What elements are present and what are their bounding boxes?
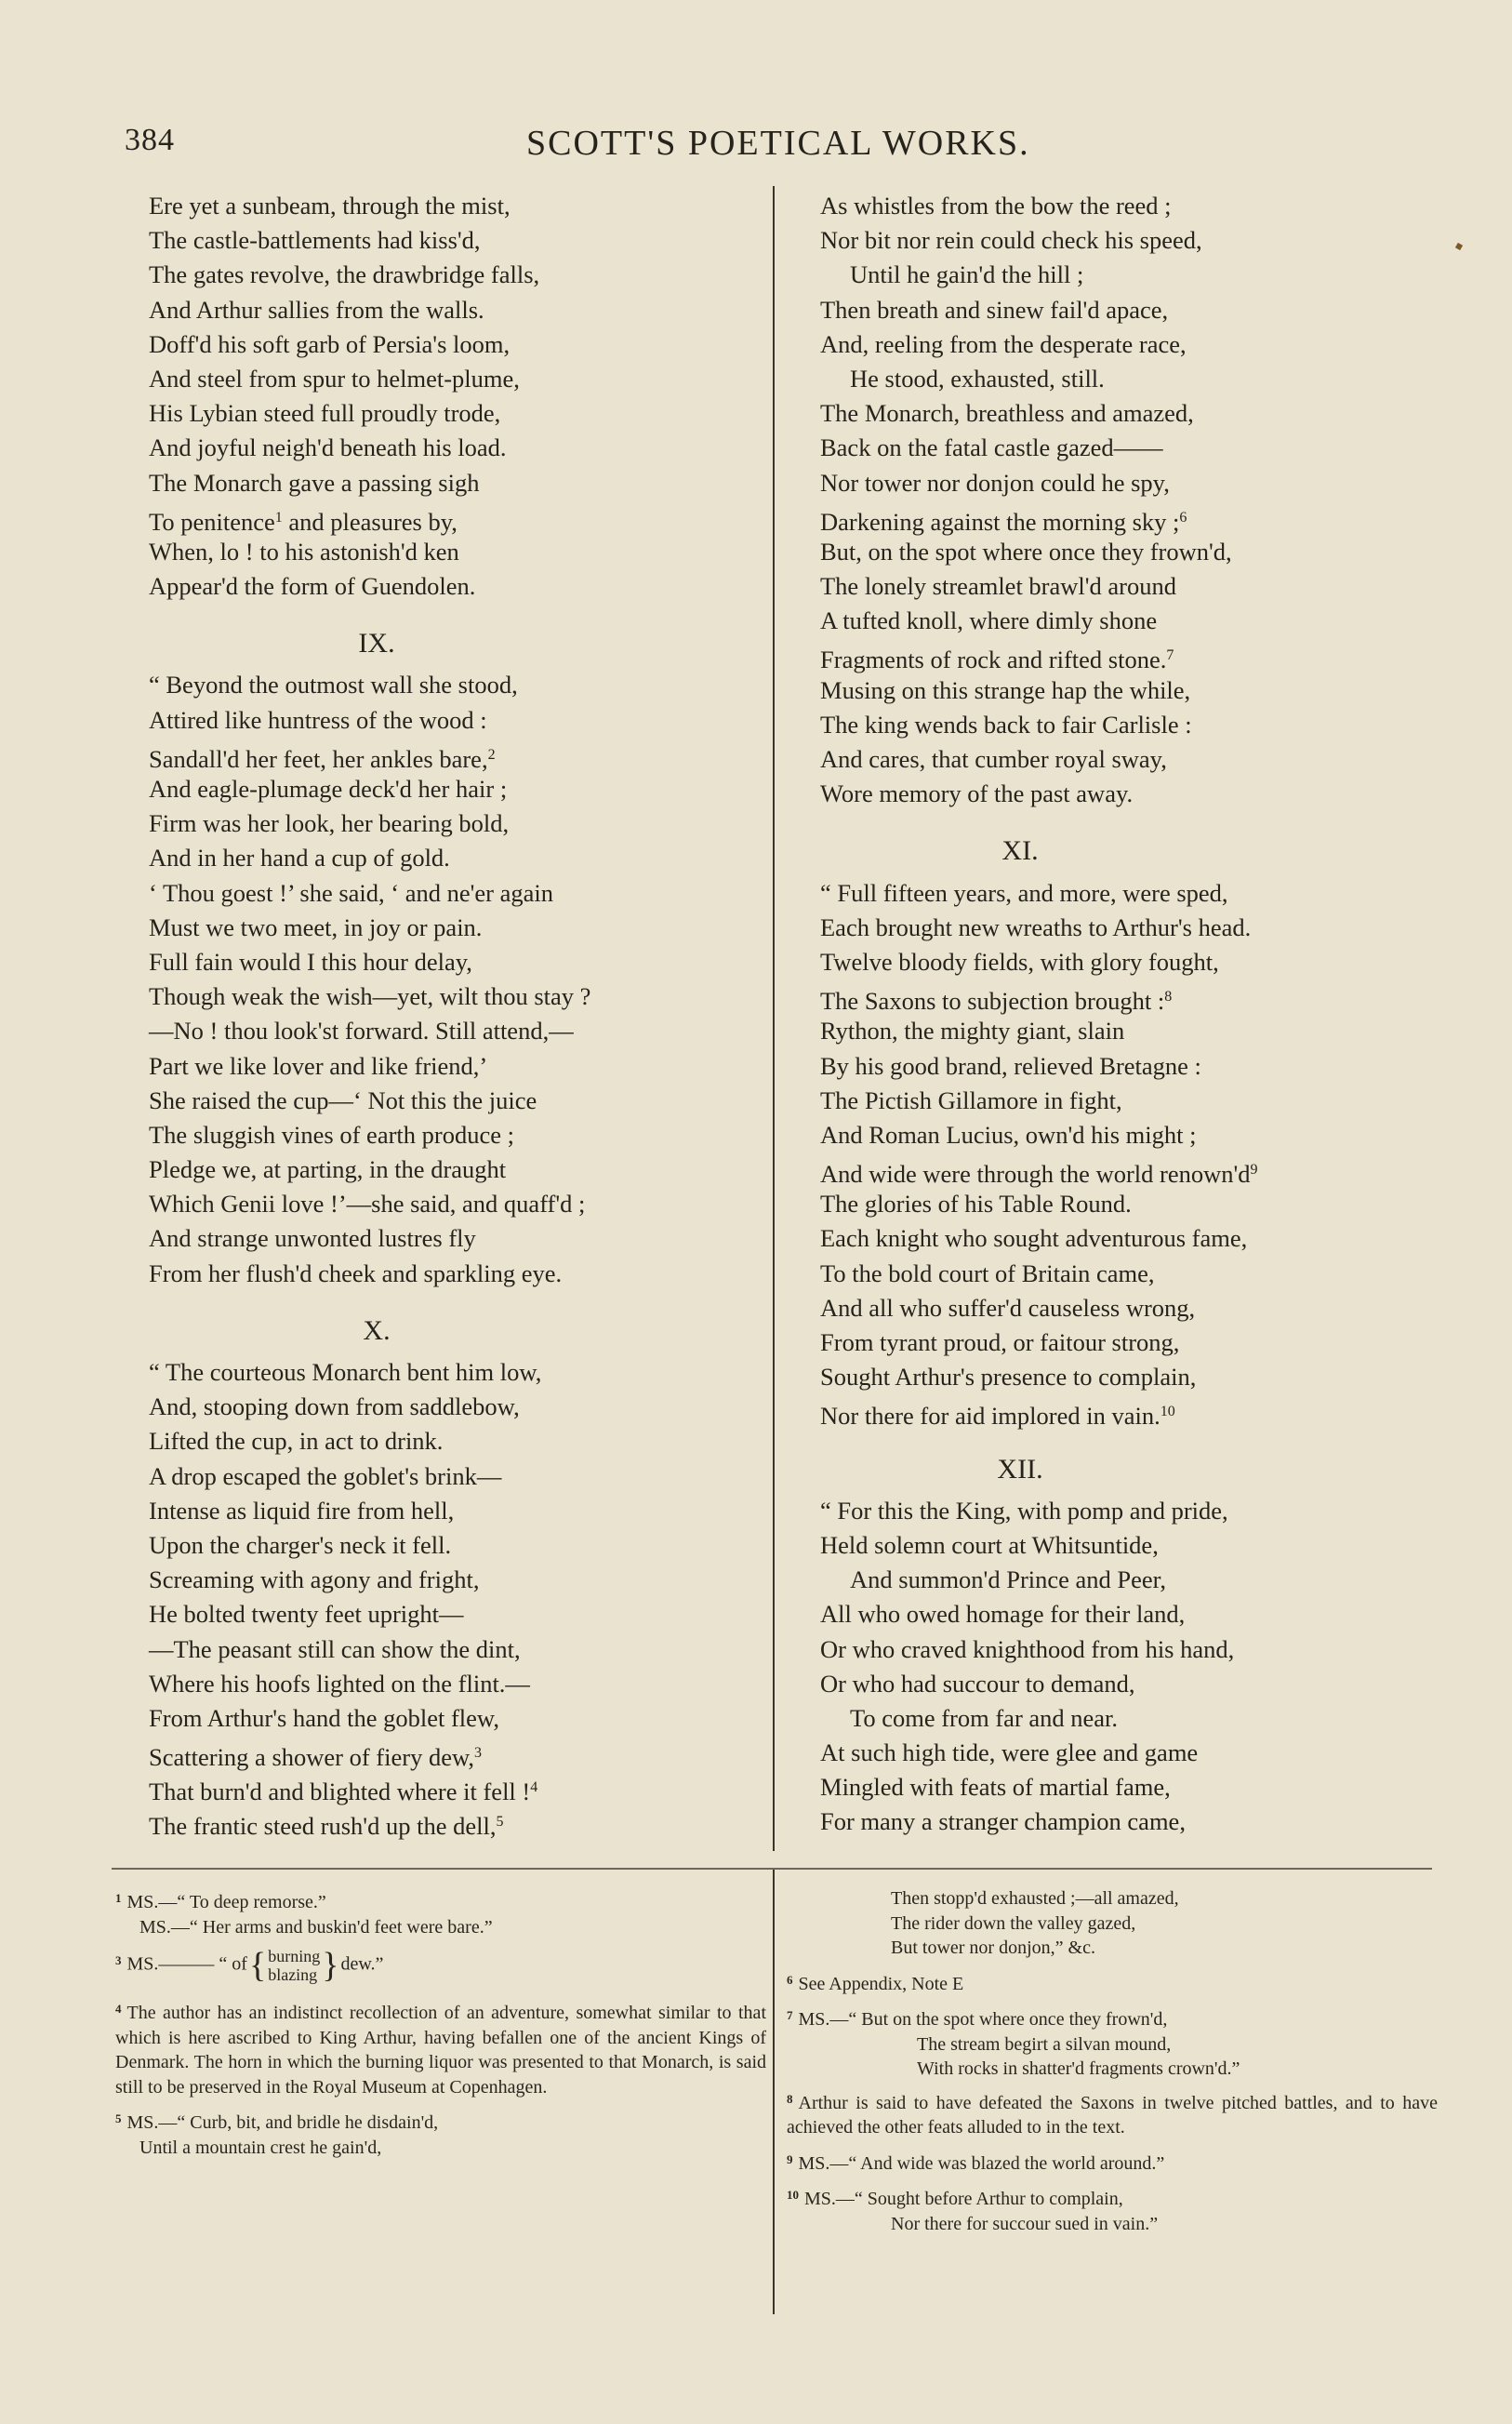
page-header [0,123,1512,169]
spacer [787,2176,1438,2183]
footnote-text: dew.” [340,1953,384,1975]
poem-line [149,500,753,535]
poem-line: He stood, exhausted, still. [850,364,1105,393]
footnotes-left [115,1886,766,2160]
poem-text: Fragments of rock and rifted stone. [820,646,1167,674]
poem-line [820,1152,1415,1187]
page-number: 384 [125,123,175,157]
poem-line: Screaming with agony and fright, [149,1565,480,1594]
poem-line: Part we like lover and like friend,’ [149,1051,488,1080]
footnote-number: 10 [787,2188,799,2202]
footnote-text: Arthur is said to have defeated the Saxons in twelve pitched battles, and to have achieved the other feats alluded to in the text. [787,2092,1438,2138]
footnote-number: 6 [787,1972,793,1987]
footnote-mark[interactable]: 1 [274,509,283,526]
footnote-rule [112,1868,1432,1870]
poem-line: And strange unwonted lustres fly [149,1224,476,1253]
footnote-mark[interactable]: 10 [1160,1404,1175,1420]
poem-line: Or who craved knighthood from his hand, [820,1634,1235,1663]
poem-line: Back on the fatal castle gazed—— [820,433,1163,462]
footnote-7-continued: With rocks in shatter'd fragments crown'd.” [917,2058,1240,2079]
footnote-text: MS.—“ And wide was blazed the world around.” [798,2152,1165,2174]
poem-line: At such high tide, were glee and game [820,1738,1199,1767]
footnote-7-continued: The stream begirt a silvan mound, [917,2033,1172,2055]
poem-line: The gates revolve, the drawbridge falls, [149,260,540,289]
poem-line: Firm was her look, her bearing bold, [149,809,510,838]
poem-line: When, lo ! to his astonish'd ken [149,537,459,566]
poem-line: He bolted twenty feet upright— [149,1600,464,1629]
footnote-5-continued: But tower nor donjon,” &c. [891,1938,1095,1958]
variant-options [268,1947,320,1984]
footnote-10 [787,2183,1438,2212]
footnote-3 [115,1947,766,1984]
poem-line: Held solemn court at Whitsuntide, [820,1530,1159,1559]
footnote-text: MS.—“ To deep remorse.” [126,1892,326,1912]
footnote-5 [115,2107,766,2136]
poem-line: —The peasant still can show the dint, [149,1634,521,1663]
poem-line: And Arthur sallies from the walls. [149,295,484,324]
footnote-mark[interactable]: 8 [1164,989,1173,1006]
poem-line: Each brought new wreaths to Arthur's head. [820,912,1252,941]
poem-line: Full fain would I this hour delay, [149,947,472,976]
poem-line: “ For this the King, with pomp and pride, [820,1496,1228,1525]
poem-line: Nor tower nor donjon could he spy, [820,468,1170,497]
poem-line: And cares, that cumber royal sway, [820,745,1167,773]
poem-line: And in her hand a cup of gold. [149,844,450,872]
poem-line: The glories of his Table Round. [820,1190,1132,1219]
poem-line: From Arthur's hand the goblet flew, [149,1703,499,1732]
footnote-number: 9 [787,2151,793,2166]
poem-text: That burn'd and blighted where it fell ! [149,1778,531,1806]
poem-line: —No ! thou look'st forward. Still attend,— [149,1017,574,1046]
poem-text: Darkening against the morning sky ; [820,507,1180,536]
footnote-5-continued: Then stopp'd exhausted ;—all amazed, [891,1888,1179,1909]
poem-line [149,738,753,772]
footnote-2: MS.—“ Her arms and buskin'd feet were bare.” [139,1916,493,1938]
poem-line: All who owed homage for their land, [820,1600,1186,1629]
poem-line [149,1805,753,1839]
poem-line: Lifted the cup, in act to drink. [149,1427,444,1456]
poem-line: The Monarch gave a passing sigh [149,468,480,497]
poem-line: Twelve bloody fields, with glory fought, [820,947,1219,976]
spacer [787,1996,1438,2004]
footnote-1 [115,1886,766,1915]
poem-line: For many a stranger champion came, [820,1807,1186,1836]
footnote-number: 8 [787,2091,793,2106]
left-poem-column [149,189,753,1840]
footnotes-right [787,1886,1438,2236]
footnote-text: See Appendix, Note E [798,1973,964,1994]
poem-line: And joyful neigh'd beneath his load. [149,433,507,462]
footnote-column-divider [773,1870,775,2314]
poem-line: Sought Arthur's presence to complain, [820,1363,1197,1392]
footnote-7 [787,2004,1438,2032]
poem-text: Sandall'd her feet, her ankles bare, [149,744,488,773]
footnote-number: 1 [115,1891,122,1905]
poem-line: Pledge we, at parting, in the draught [149,1155,507,1184]
footnote-5-continued: The rider down the valley gazed, [891,1912,1136,1934]
poem-line: To the bold court of Britain came, [820,1259,1155,1287]
poem-line [820,500,1415,535]
right-poem-column [820,189,1415,1840]
poem-line: Where his hoofs lighted on the flint.— [149,1669,530,1698]
footnote-8 [787,2087,1438,2140]
poem-line: Each knight who sought adventurous fame, [820,1224,1248,1253]
variant-option: burning [268,1947,321,1965]
footnote-number: 5 [115,2111,122,2125]
footnote-number: 4 [115,2002,122,2016]
poem-line: Which Genii love !’—she said, and quaff'd ; [149,1190,586,1219]
poem-line: The sluggish vines of earth produce ; [149,1120,514,1149]
footnote-4 [115,1997,766,2099]
poem-line: And eagle-plumage deck'd her hair ; [149,775,508,803]
footnote-number: 3 [115,1952,122,1967]
spacer [115,2099,766,2107]
footnote-mark[interactable]: 5 [496,1814,504,1831]
left-brace-icon: { [248,1946,267,1985]
poem-line [149,1770,753,1805]
right-brace-icon: } [322,1946,339,1985]
poem-line: A drop escaped the goblet's brink— [149,1461,502,1490]
poem-line: And summon'd Prince and Peer, [850,1565,1167,1594]
poem-line: Musing on this strange hap the while, [820,675,1191,704]
footnote-text: MS.—“ Curb, bit, and bridle he disdain'd, [126,2112,439,2133]
footnote-text: MS.—“ But on the spot where once they frown'd, [798,2009,1168,2030]
poem-line: The castle-battlements had kiss'd, [149,226,481,255]
footnote-text: The author has an indistinct recollection of an adventure, somewhat similar to that which is here ascribed to King Arthur, having befallen one of the ancient Kings of Denmark. The horn in which the burning liquor was presented to that Monarch, is said still to be preserved in the Royal Museum at Copenhagen. [115,2003,766,2098]
poem-line: From her flush'd cheek and sparkling eye. [149,1259,563,1287]
poem-line: To come from far and near. [850,1703,1119,1732]
poem-line: And steel from spur to helmet-plume, [149,364,520,393]
poem-text: To penitence [149,507,275,536]
column-divider [773,186,775,1851]
footnote-mark[interactable]: 3 [474,1745,483,1762]
poem-line [820,1394,1415,1429]
poem-line: Must we two meet, in joy or pain. [149,912,483,941]
stanza-number: X. [363,1314,391,1346]
poem-line: She raised the cup—‘ Not this the juice [149,1085,537,1114]
poem-text: The Saxons to subjection brought : [820,987,1165,1016]
poem-line: The Pictish Gillamore in fight, [820,1085,1122,1114]
stanza-number: IX. [358,628,395,659]
poem-line: His Lybian steed full proudly trode, [149,399,501,428]
poem-text: Nor there for aid implored in vain. [820,1402,1161,1431]
poem-line: But, on the spot where once they frown'd, [820,537,1232,566]
poem-line: From tyrant proud, or faitour strong, [820,1328,1180,1356]
poem-line: Mingled with feats of martial fame, [820,1773,1171,1802]
poem-line: Doff'd his soft garb of Persia's loom, [149,329,511,358]
footnote-text: MS.—“ Sought before Arthur to complain, [804,2189,1123,2209]
poem-line: The lonely streamlet brawl'd around [820,572,1177,601]
poem-line: The king wends back to fair Carlisle : [820,710,1192,739]
poem-line: Rython, the mighty giant, slain [820,1017,1125,1046]
spacer [787,2140,1438,2148]
poem-line: “ Full fifteen years, and more, were sped, [820,878,1228,907]
footnote-9 [787,2148,1438,2177]
footnote-number: 7 [787,2008,793,2022]
poem-line: Though weak the wish—yet, wilt thou stay ? [149,982,591,1011]
poem-line: Until he gain'd the hill ; [850,260,1084,289]
poem-line [820,638,1415,673]
footnote-6 [787,1968,1438,1997]
poem-line: As whistles from the bow the reed ; [820,192,1172,220]
footnote-mark[interactable]: 2 [487,746,496,763]
poem-text: and pleasures by, [282,507,458,536]
poem-line: Nor bit nor rein could check his speed, [820,226,1202,255]
poem-line: The Monarch, breathless and amazed, [820,399,1194,428]
footnote-mark[interactable]: 4 [530,1779,538,1796]
poem-line: Then breath and sinew fail'd apace, [820,295,1169,324]
poem-line: Appear'd the form of Guendolen. [149,572,476,601]
footnote-mark[interactable]: 9 [1250,1162,1258,1179]
poem-line [820,979,1415,1014]
poem-line: By his good brand, relieved Bretagne : [820,1051,1201,1080]
poem-line: “ Beyond the outmost wall she stood, [149,671,518,699]
variant-option: blazing [268,1965,318,1984]
poem-text: The frantic steed rush'd up the dell, [149,1812,497,1841]
stanza-number: XI. [1001,835,1039,867]
footnote-mark[interactable]: 7 [1166,647,1174,664]
poem-line: And, reeling from the desperate race, [820,329,1187,358]
poem-line: A tufted knoll, where dimly shone [820,606,1158,635]
poem-line: Ere yet a sunbeam, through the mist, [149,192,511,220]
spacer [115,1984,766,1991]
poem-line: Attired like huntress of the wood : [149,705,487,734]
spacer [787,1961,1438,1968]
running-title: SCOTT'S POETICAL WORKS. [526,124,1030,163]
footnote-text: MS.——— “ of [126,1953,247,1975]
poem-text: And wide were through the world renown'd [820,1160,1251,1189]
poem-line: And, stooping down from saddlebow, [149,1392,520,1421]
poem-line: Or who had succour to demand, [820,1669,1135,1698]
footnote-5-continued: Until a mountain crest he gain'd, [139,2137,382,2158]
variant-reading [247,1947,341,1984]
poem-line: And all who suffer'd causeless wrong, [820,1293,1196,1322]
print-speck [1455,243,1463,250]
stanza-number: XII. [997,1453,1043,1485]
poem-text: Scattering a shower of fiery dew, [149,1743,475,1772]
poem-line: Wore memory of the past away. [820,779,1134,808]
spacer [115,1939,766,1947]
footnote-10-continued: Nor there for succour sued in vain.” [891,2213,1159,2234]
poem-line: ‘ Thou goest !’ she said, ‘ and ne'er again [149,878,554,907]
poem-line: Intense as liquid fire from hell, [149,1496,455,1525]
poem-line: Upon the charger's neck it fell. [149,1530,452,1559]
poem-line [149,1736,753,1770]
poem-line: “ The courteous Monarch bent him low, [149,1358,542,1386]
poem-line: And Roman Lucius, own'd his might ; [820,1120,1197,1149]
footnote-mark[interactable]: 6 [1179,509,1187,526]
